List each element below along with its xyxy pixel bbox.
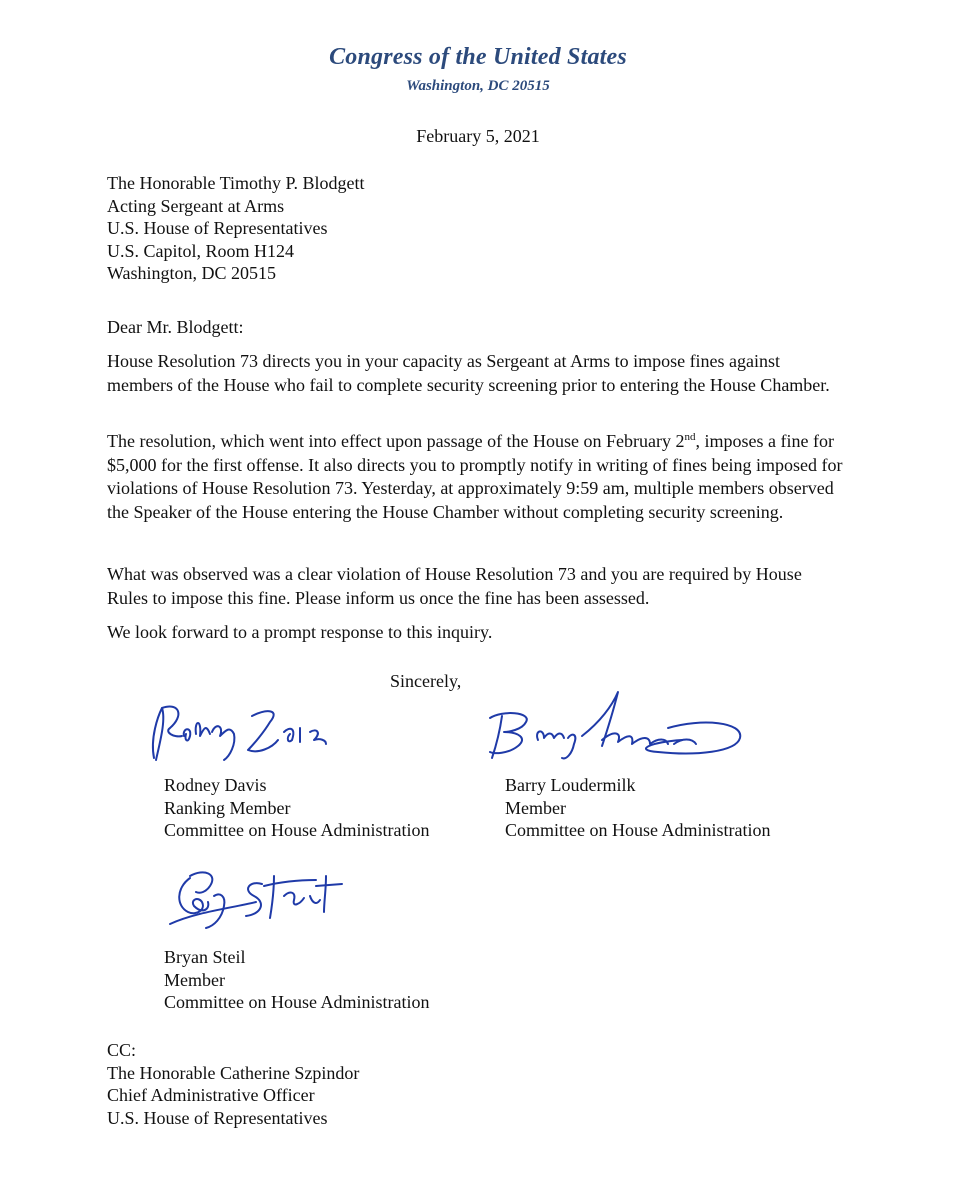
letter-date: February 5, 2021 xyxy=(416,126,540,146)
signer-name: Bryan Steil xyxy=(164,947,246,967)
addressee-line: Acting Sergeant at Arms xyxy=(107,195,285,216)
body-paragraph-4: We look forward to a prompt response to this inquiry. xyxy=(107,622,493,642)
signer-block-loudermilk xyxy=(505,774,770,842)
signer-committee: Committee on House Administration xyxy=(505,820,771,840)
addressee-line: U.S. Capitol, Room H124 xyxy=(107,240,295,261)
salutation: Dear Mr. Blodgett: xyxy=(107,317,244,337)
cc-block xyxy=(107,1039,359,1129)
signature-barry-loudermilk xyxy=(482,688,752,770)
signer-committee: Committee on House Administration xyxy=(164,992,430,1012)
cc-line: The Honorable Catherine Szpindor xyxy=(107,1062,360,1083)
addressee-line: The Honorable Timothy P. Blodgett xyxy=(107,173,365,193)
paragraph-text: The resolution, which went into effect upon passage of the House on February 2 xyxy=(107,431,685,451)
ordinal-suffix: nd xyxy=(684,431,696,443)
addressee-line: Washington, DC 20515 xyxy=(107,263,277,283)
signer-name: Barry Loudermilk xyxy=(505,775,636,795)
letterhead-address: Washington, DC 20515 xyxy=(406,78,550,94)
cc-line: Chief Administrative Officer xyxy=(107,1085,315,1105)
addressee-line: U.S. House of Representatives xyxy=(107,218,328,238)
cc-label: CC: xyxy=(107,1040,137,1060)
signer-committee: Committee on House Administration xyxy=(164,820,430,840)
body-paragraph-1: House Resolution 73 directs you in your capacity as Sergeant at Arms to impose fines against members of the House who fail to complete security screening prior to entering the House Chamber. xyxy=(107,351,830,395)
addressee-block xyxy=(107,172,365,285)
closing: Sincerely, xyxy=(390,671,462,691)
signature-bryan-steil xyxy=(166,862,356,940)
signature-rodney-davis xyxy=(140,698,340,770)
signer-name: Rodney Davis xyxy=(164,775,267,795)
signer-role: Ranking Member xyxy=(164,797,291,818)
letterhead-title: Congress of the United States xyxy=(329,44,627,70)
signer-role: Member xyxy=(164,969,225,990)
signer-role: Member xyxy=(505,797,566,818)
cc-line: U.S. House of Representatives xyxy=(107,1107,328,1128)
signer-block-steil xyxy=(164,946,429,1014)
body-paragraph-2 xyxy=(107,430,847,524)
signer-block-davis xyxy=(164,774,429,842)
body-paragraph-3: What was observed was a clear violation of House Resolution 73 and you are required by House Rules to impose this fine. Please inform us once the fine has been assessed. xyxy=(107,564,802,608)
paragraph-text: , imposes a fine for $5,000 for the first offense. It also directs you to promptly notify in writing of fines being imposed for violations of House Resolution 73. Yesterday, at approximately 9:59 am, multiple members observed the Speaker of the House entering the House Chamber without completing security screening. xyxy=(107,431,843,522)
